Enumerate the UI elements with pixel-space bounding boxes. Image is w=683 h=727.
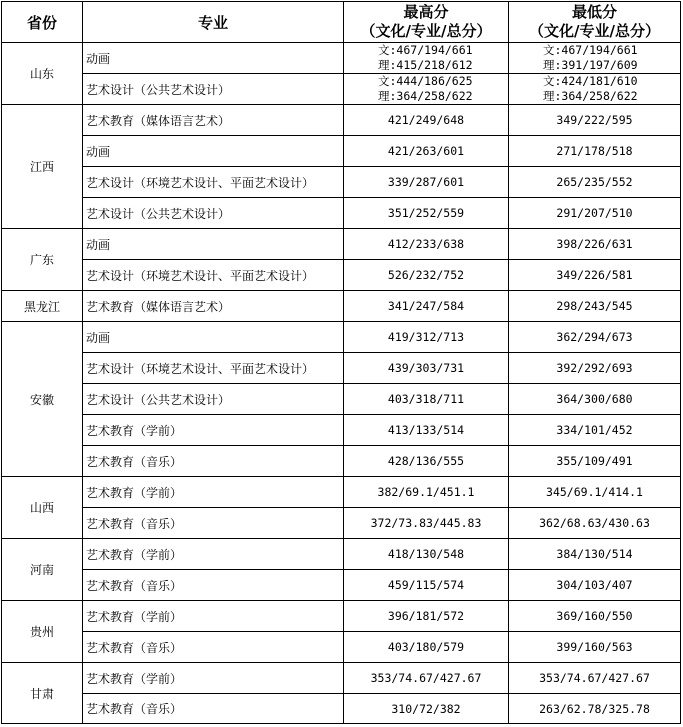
highest-score-cell: 439/303/731	[344, 353, 509, 384]
major-cell: 艺术设计（环境艺术设计、平面艺术设计）	[83, 167, 344, 198]
score-wen: 文:424/181/610	[543, 74, 638, 88]
lowest-score-cell: 271/178/518	[509, 136, 681, 167]
admission-scores-table	[1, 1, 681, 724]
province-cell: 山西	[2, 477, 83, 539]
major-cell: 艺术教育（学前）	[83, 539, 344, 570]
lowest-score-cell: 304/103/407	[509, 570, 681, 601]
lowest-score-cell: 369/160/550	[509, 601, 681, 632]
major-cell: 艺术教育（学前）	[83, 601, 344, 632]
highest-score-cell: 353/74.67/427.67	[344, 663, 509, 694]
header-row	[2, 2, 681, 43]
table-row	[2, 694, 681, 724]
highest-score-cell: 372/73.83/445.83	[344, 508, 509, 539]
lowest-score-cell: 291/207/510	[509, 198, 681, 229]
score-li: 理:391/197/609	[543, 58, 638, 72]
highest-score-cell: 339/287/601	[344, 167, 509, 198]
province-cell: 贵州	[2, 601, 83, 663]
major-cell: 艺术设计（公共艺术设计）	[83, 74, 344, 105]
lowest-score-cell: 364/300/680	[509, 384, 681, 415]
header-highest	[344, 2, 509, 43]
lowest-score-cell: 392/292/693	[509, 353, 681, 384]
lowest-score-cell: 362/294/673	[509, 322, 681, 353]
lowest-score-cell: 399/160/563	[509, 632, 681, 663]
table-row	[2, 74, 681, 105]
highest-score-cell: 403/318/711	[344, 384, 509, 415]
major-cell: 艺术设计（环境艺术设计、平面艺术设计）	[83, 353, 344, 384]
table-row	[2, 198, 681, 229]
lowest-score-cell: 384/130/514	[509, 539, 681, 570]
lowest-score-cell: 298/243/545	[509, 291, 681, 322]
highest-score-cell: 526/232/752	[344, 260, 509, 291]
highest-score-cell: 459/115/574	[344, 570, 509, 601]
table-row	[2, 508, 681, 539]
major-cell: 艺术设计（公共艺术设计）	[83, 198, 344, 229]
lowest-score-cell: 349/222/595	[509, 105, 681, 136]
highest-score-cell: 351/252/559	[344, 198, 509, 229]
table-row	[2, 539, 681, 570]
highest-score-cell: 396/181/572	[344, 601, 509, 632]
header-province: 省份	[2, 2, 83, 43]
highest-score-cell: 421/263/601	[344, 136, 509, 167]
table-row	[2, 105, 681, 136]
major-cell: 艺术教育（音乐）	[83, 694, 344, 724]
score-wen: 文:467/194/661	[378, 43, 473, 57]
header-lowest-title: 最低分	[571, 3, 617, 21]
score-li: 理:364/258/622	[543, 89, 638, 103]
score-li: 理:415/218/612	[378, 58, 473, 72]
lowest-score-cell: 349/226/581	[509, 260, 681, 291]
lowest-score-cell: 345/69.1/414.1	[509, 477, 681, 508]
lowest-score-cell: 362/68.63/430.63	[509, 508, 681, 539]
province-cell: 河南	[2, 539, 83, 601]
major-cell: 艺术教育（媒体语言艺术）	[83, 105, 344, 136]
province-cell: 黑龙江	[2, 291, 83, 322]
province-cell: 山东	[2, 43, 83, 105]
highest-score-cell: 413/133/514	[344, 415, 509, 446]
lowest-score-cell	[509, 43, 681, 74]
table-row	[2, 322, 681, 353]
lowest-score-cell: 353/74.67/427.67	[509, 663, 681, 694]
table-row	[2, 353, 681, 384]
province-cell: 安徽	[2, 322, 83, 477]
table-row	[2, 477, 681, 508]
highest-score-cell	[344, 43, 509, 74]
lowest-score-cell: 355/109/491	[509, 446, 681, 477]
header-major: 专业	[83, 2, 344, 43]
major-cell: 艺术教育（媒体语言艺术）	[83, 291, 344, 322]
table-row	[2, 43, 681, 74]
highest-score-cell: 310/72/382	[344, 694, 509, 724]
highest-score-cell: 428/136/555	[344, 446, 509, 477]
major-cell: 艺术教育（音乐）	[83, 508, 344, 539]
header-highest-title: 最高分	[403, 3, 449, 21]
lowest-score-cell: 265/235/552	[509, 167, 681, 198]
province-cell: 甘肃	[2, 663, 83, 724]
table-row	[2, 632, 681, 663]
major-cell: 艺术教育（音乐）	[83, 446, 344, 477]
major-cell: 艺术设计（环境艺术设计、平面艺术设计）	[83, 260, 344, 291]
header-lowest	[509, 2, 681, 43]
header-lowest-subtitle: （文化/专业/总分）	[529, 22, 660, 40]
province-cell: 江西	[2, 105, 83, 229]
highest-score-cell: 341/247/584	[344, 291, 509, 322]
table-row	[2, 167, 681, 198]
highest-score-cell	[344, 74, 509, 105]
highest-score-cell: 421/249/648	[344, 105, 509, 136]
major-cell: 艺术教育（学前）	[83, 477, 344, 508]
major-cell: 动画	[83, 136, 344, 167]
score-li: 理:364/258/622	[378, 89, 473, 103]
table-row	[2, 446, 681, 477]
table-row	[2, 260, 681, 291]
lowest-score-cell: 263/62.78/325.78	[509, 694, 681, 724]
major-cell: 动画	[83, 322, 344, 353]
table-row	[2, 291, 681, 322]
major-cell: 动画	[83, 229, 344, 260]
table-row	[2, 601, 681, 632]
highest-score-cell: 403/180/579	[344, 632, 509, 663]
major-cell: 艺术教育（音乐）	[83, 632, 344, 663]
lowest-score-cell	[509, 74, 681, 105]
header-highest-subtitle: （文化/专业/总分）	[360, 22, 492, 40]
table-row	[2, 229, 681, 260]
table-row	[2, 415, 681, 446]
highest-score-cell: 418/130/548	[344, 539, 509, 570]
table-row	[2, 663, 681, 694]
score-wen: 文:444/186/625	[378, 74, 473, 88]
score-wen: 文:467/194/661	[543, 43, 638, 57]
major-cell: 艺术教育（学前）	[83, 663, 344, 694]
table-row	[2, 570, 681, 601]
major-cell: 艺术设计（公共艺术设计）	[83, 384, 344, 415]
highest-score-cell: 412/233/638	[344, 229, 509, 260]
major-cell: 艺术教育（音乐）	[83, 570, 344, 601]
lowest-score-cell: 398/226/631	[509, 229, 681, 260]
major-cell: 动画	[83, 43, 344, 74]
major-cell: 艺术教育（学前）	[83, 415, 344, 446]
highest-score-cell: 419/312/713	[344, 322, 509, 353]
province-cell: 广东	[2, 229, 83, 291]
highest-score-cell: 382/69.1/451.1	[344, 477, 509, 508]
table-row	[2, 136, 681, 167]
table-row	[2, 384, 681, 415]
lowest-score-cell: 334/101/452	[509, 415, 681, 446]
